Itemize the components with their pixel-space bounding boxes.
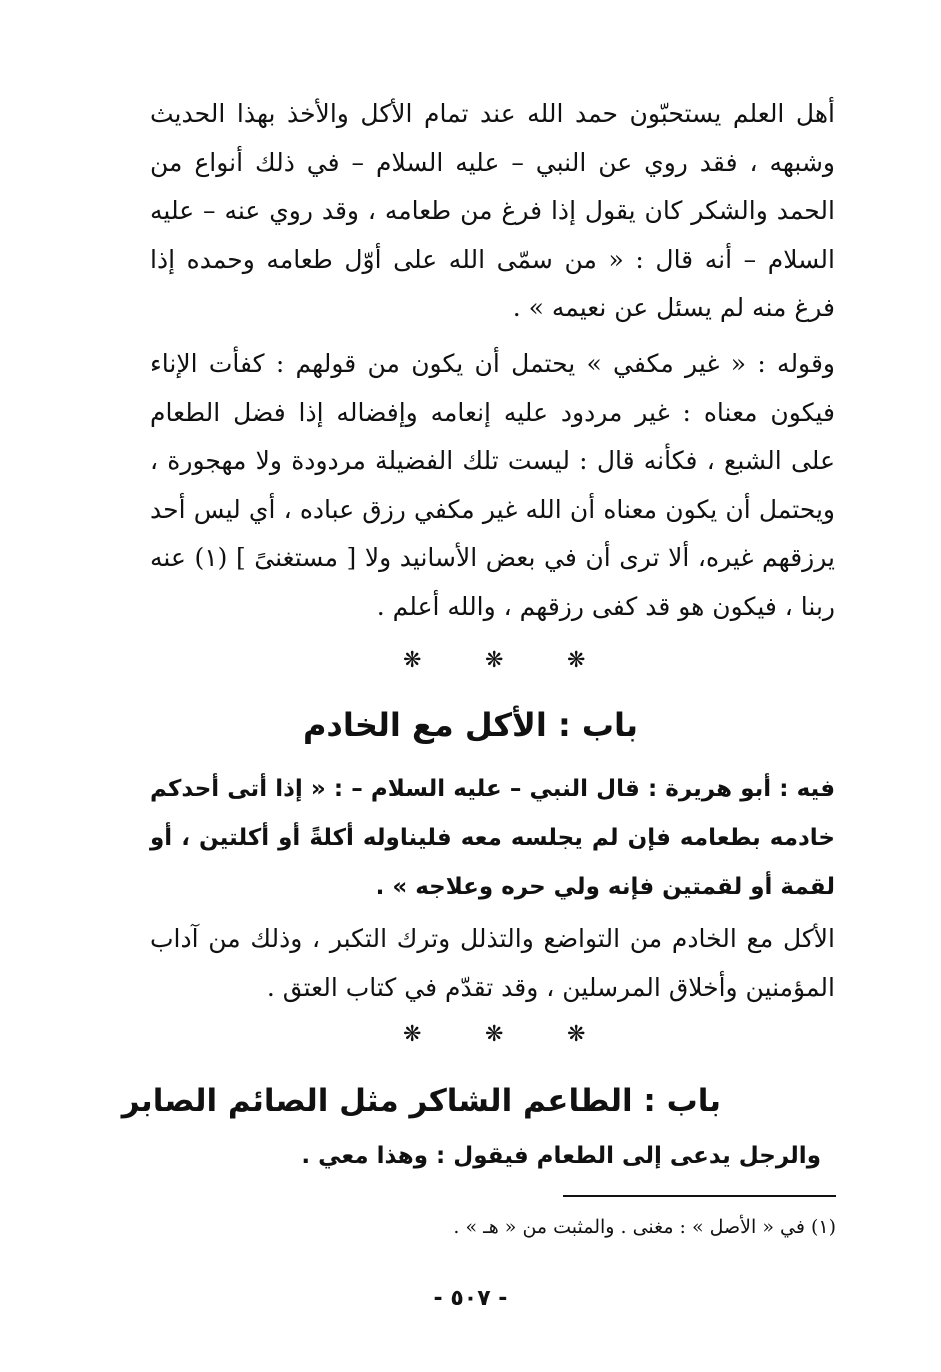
footnote: (١) في « الأصل » : مغنى . والمثبت من « هـ » . <box>453 1216 836 1238</box>
star-ornament: ❋ <box>485 648 504 673</box>
paragraph-intro <box>150 90 835 333</box>
star-ornament: ❋ <box>485 1022 504 1047</box>
chapter-subheading: والرجل يدعى إلى الطعام فيقول : وهذا معي . <box>301 1143 821 1169</box>
star-ornament: ❋ <box>567 648 586 673</box>
paragraph-commentary-2 <box>150 915 835 1012</box>
star-ornament: ❋ <box>567 1022 586 1047</box>
footnote-divider <box>563 1195 836 1197</box>
paragraph-text: أهل العلم يستحبّون حمد الله عند تمام الأكل والأخذ بهذا الحديث وشبهه ، فقد روي عن النبي – عليه السلام – في ذلك أنواع من الحمد والشكر كان يقول إذا فرغ من طعامه ، وقد روي عنه – عليه السلام – أنه قال : « من سمّى الله على أوّل طعامه وحمده إذا فرغ منه لم يسئل عن نعيمه » . <box>150 99 835 322</box>
star-ornament: ❋ <box>403 1022 422 1047</box>
page-number: - ٥٠٧ - <box>433 1286 508 1311</box>
hadith-text: فيه : أبو هريرة : قال النبي – عليه السلام – : « إذا أتى أحدكم خادمه بطعامه فإن لم يجلسه معه فليناوله أكلةً أو أكلتين ، أو لقمة أو لقمتين فإنه ولي حره وعلاجه » . <box>150 776 835 900</box>
star-ornament: ❋ <box>403 648 422 673</box>
section-separator <box>0 1022 941 1052</box>
paragraph-text: الأكل مع الخادم من التواضع والتذلل وترك التكبر ، وذلك من آداب المؤمنين وأخلاق المرسلين ، وقد تقدّم في كتاب العتق . <box>150 924 835 1002</box>
section-separator <box>0 648 941 678</box>
chapter-heading: باب : الطاعم الشاكر مثل الصائم الصابر <box>121 1083 721 1119</box>
paragraph-commentary <box>150 340 835 631</box>
paragraph-text: وقوله : « غير مكفي » يحتمل أن يكون من قولهم : كفأت الإناء فيكون معناه : غير مردود عليه إنعامه وإفضاله إذا فضل الطعام على الشبع ، فكأنه قال : ليست تلك الفضيلة مردودة ولا مهجورة ، ويحتمل أن يكون معناه أن الله غير مكفي رزق عباده ، أي ليس أحد يرزقهم غيره، ألا ترى أن في بعض الأسانيد ولا [ مستغنىً ] (١) عنه ربنا ، فيكون هو قد كفى رزقهم ، والله أعلم . <box>150 349 835 621</box>
chapter-heading: باب : الأكل مع الخادم <box>302 706 639 744</box>
